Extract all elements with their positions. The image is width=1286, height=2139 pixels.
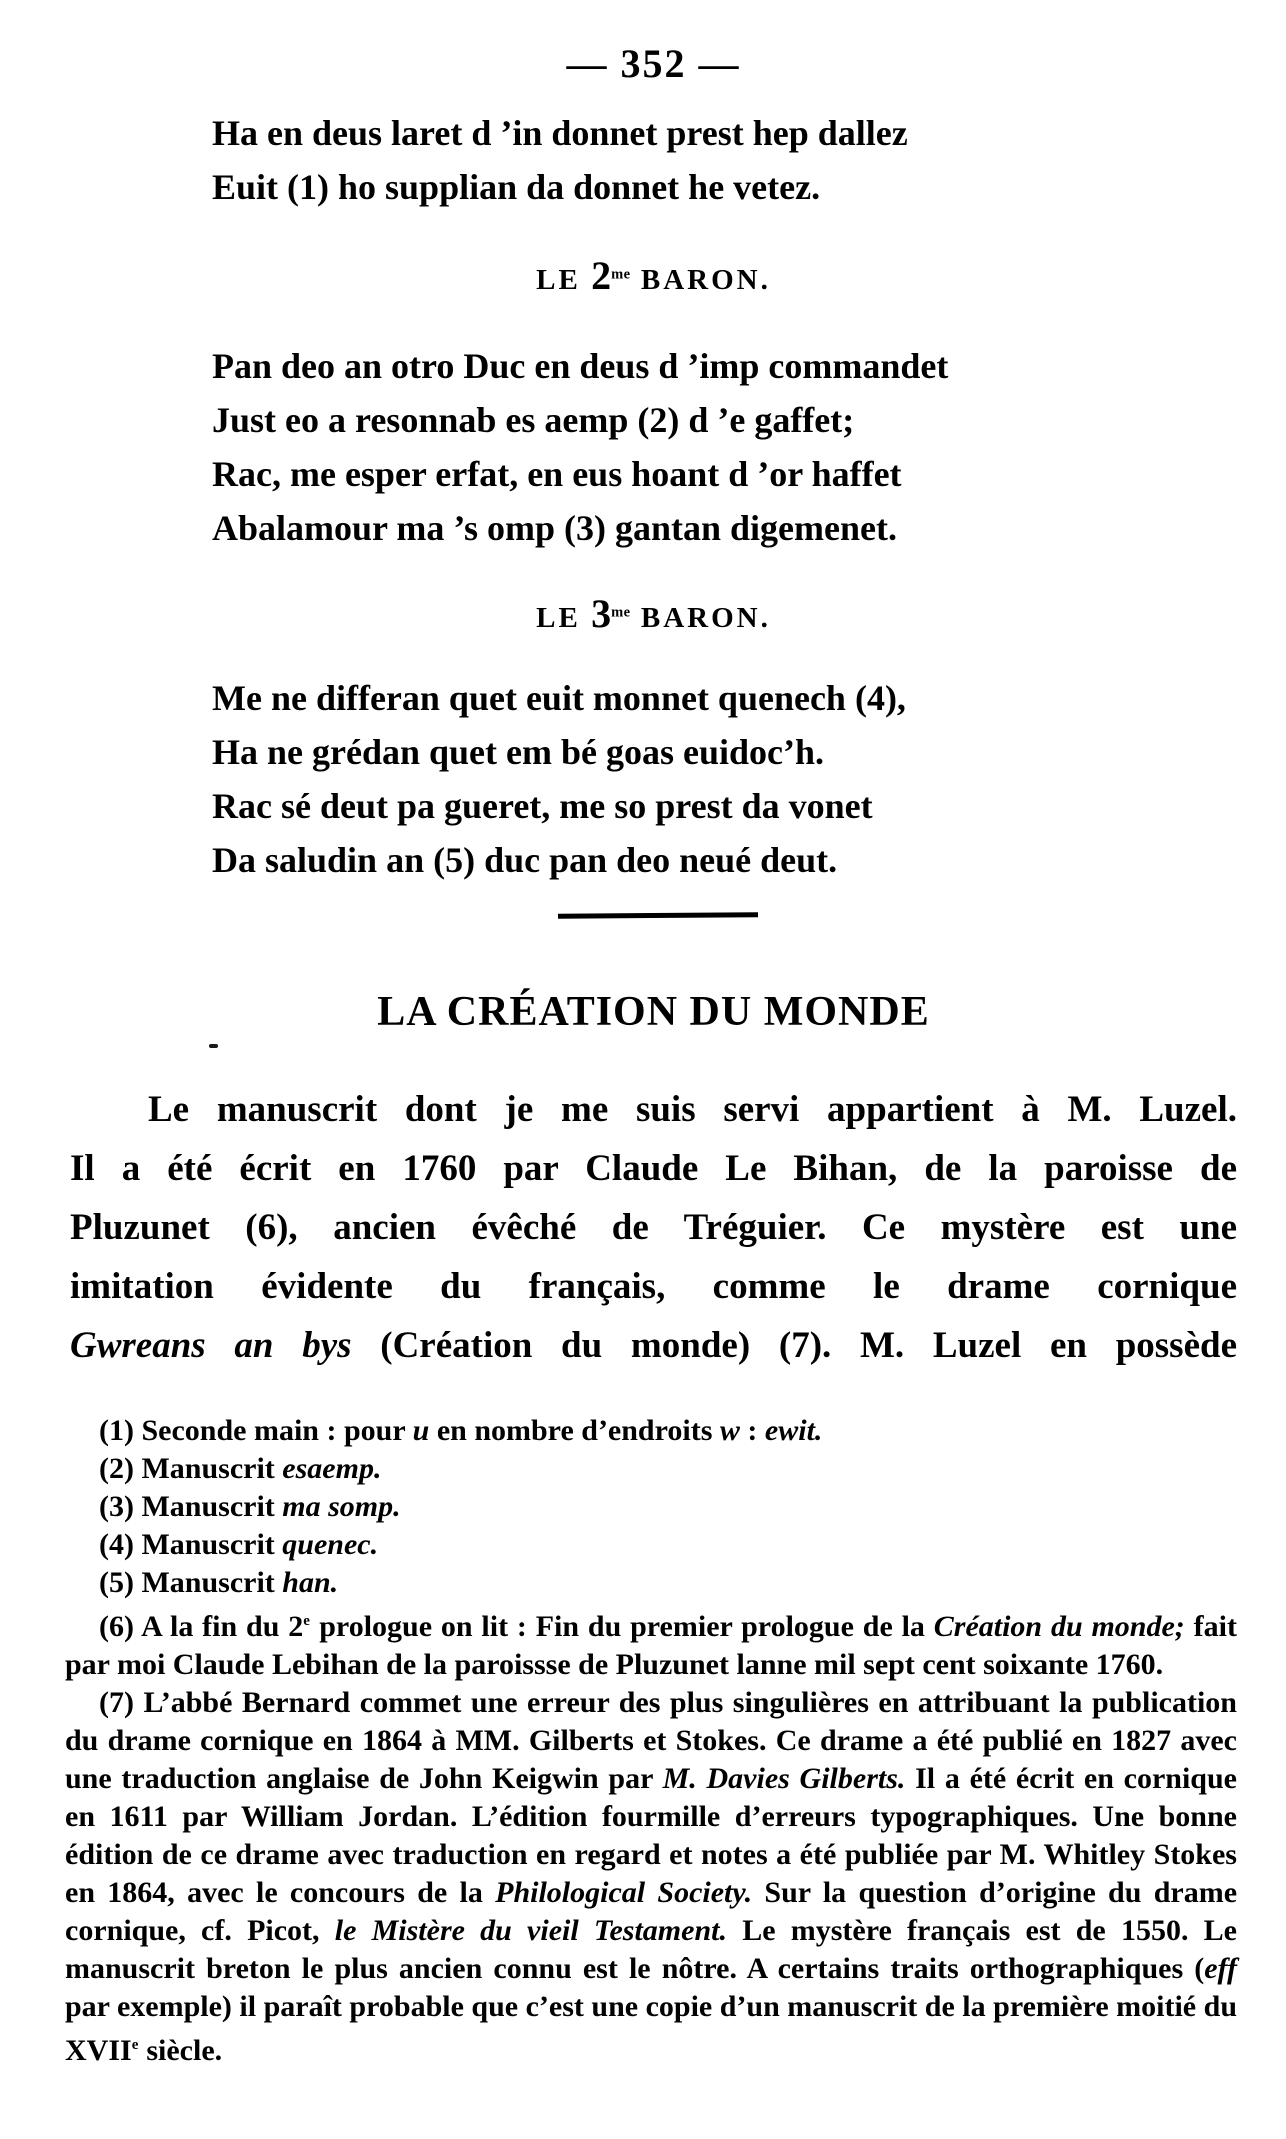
paragraph-line bbox=[70, 1198, 1237, 1257]
italic-text: Création du monde; bbox=[933, 1609, 1185, 1643]
italic-text: eff bbox=[1204, 1951, 1237, 1985]
text-run: Le manuscrit dont je me suis servi appartient à M. Luzel. bbox=[148, 1089, 1237, 1130]
paragraph-line bbox=[70, 1257, 1237, 1316]
italic-text: Gwreans an bys bbox=[70, 1325, 352, 1366]
verse-line: Just eo a resonnab es aemp (2) d ’e gaffet; bbox=[212, 400, 855, 440]
verse-line: Pan deo an otro Duc en deus d ’imp commandet bbox=[212, 346, 949, 386]
text-run: Il a été écrit en cornique en 1611 par William Jordan. L’édition fourmille d’erreurs typographiques. Une bonne édition de ce drame avec traduction en regard et notes a été publiée par M. Whitley Stokes en 1864, avec le concours de la bbox=[65, 1761, 1237, 1909]
footnote-7 bbox=[65, 1684, 1237, 2070]
text-run: Le mystère français est de 1550. Le manuscrit breton le plus ancien connu est le nôtre. A certains traits orthographiques ( bbox=[65, 1913, 1237, 1985]
italic-text: w bbox=[719, 1414, 740, 1447]
stanza-1 bbox=[212, 106, 908, 214]
italic-text: quenec. bbox=[282, 1528, 379, 1561]
superscript-text: e bbox=[303, 1613, 311, 1629]
ink-speck bbox=[209, 1044, 218, 1048]
text-run: 3 bbox=[591, 591, 612, 636]
text-run: : bbox=[739, 1414, 765, 1447]
verse-line: Rac, me esper erfat, en eus hoant d ’or haffet bbox=[212, 454, 902, 494]
text-run: par exemple) il paraît probable que c’est une copie d’un manuscrit de la première moitié du XVII bbox=[65, 1989, 1237, 2067]
text-run: (7) L’abbé Bernard commet une erreur des plus singulières en attribuant la publication du drame cornique en 1864 à MM. Gilberts et Stokes. Ce drame a été publié en 1827 avec une traduction anglaise de John Keigwin par bbox=[65, 1685, 1237, 1795]
superscript-text: me bbox=[611, 604, 631, 621]
text-run: en nombre d’endroits bbox=[429, 1414, 720, 1447]
superscript-text: e bbox=[131, 2036, 139, 2053]
text-run: (3) Manuscrit bbox=[99, 1490, 283, 1523]
text-run: (Création du monde) (7). M. Luzel en possède bbox=[351, 1325, 1237, 1366]
verse-line: Euit (1) ho supplian da donnet he vetez. bbox=[212, 167, 821, 207]
italic-text: Philological Society. bbox=[495, 1875, 753, 1909]
page-number: — 352 — bbox=[566, 41, 741, 86]
text-run: siècle. bbox=[138, 2033, 223, 2067]
text-run: LE bbox=[536, 602, 592, 634]
italic-text: ewit. bbox=[764, 1414, 823, 1447]
text-run: Pluzunet (6), ancien évêché de Tréguier. Ce mystère est une bbox=[70, 1207, 1237, 1248]
text-run: imitation évidente du français, comme le drame cornique bbox=[70, 1266, 1237, 1307]
text-run: (5) Manuscrit bbox=[99, 1566, 283, 1599]
text-run: LE bbox=[536, 264, 592, 296]
paragraph-line bbox=[70, 1316, 1237, 1375]
text-run: Sur la question d’origine du drame cornique, cf. Picot, bbox=[65, 1875, 1238, 1947]
italic-text: u bbox=[412, 1414, 430, 1447]
footnote-1 bbox=[65, 1412, 1237, 1450]
intro-paragraph bbox=[70, 1080, 1237, 1375]
footnote-2 bbox=[65, 1450, 1237, 1488]
section-title: LA CRÉATION DU MONDE bbox=[377, 989, 930, 1035]
stanza-2 bbox=[212, 339, 948, 555]
text-run: fait par moi Claude Lebihan de la paroissse de Pluzunet lanne mil sept cent soixante 1760. bbox=[65, 1609, 1237, 1681]
footnote-5 bbox=[65, 1564, 1237, 1602]
italic-text: ma somp. bbox=[282, 1490, 401, 1523]
italic-text: le Mistère du vieil Testament. bbox=[334, 1913, 727, 1947]
text-run: (1) Seconde main : pour bbox=[99, 1414, 413, 1447]
text-run: Il a été écrit en 1760 par Claude Le Bihan, de la paroisse de bbox=[70, 1148, 1237, 1189]
text-run: 2 bbox=[591, 253, 612, 298]
verse-line: Abalamour ma ’s omp (3) gantan digemenet. bbox=[212, 508, 897, 548]
verse-line: Rac sé deut pa gueret, me so prest da vonet bbox=[212, 786, 873, 826]
text-run: (4) Manuscrit bbox=[99, 1528, 283, 1561]
superscript-text: me bbox=[611, 266, 631, 283]
verse-line: Da saludin an (5) duc pan deo neué deut. bbox=[212, 840, 838, 880]
footnote-3 bbox=[65, 1488, 1237, 1526]
text-run: (6) A la fin du 2 bbox=[99, 1609, 304, 1643]
section-divider-rule bbox=[558, 912, 758, 918]
footnote-4 bbox=[65, 1526, 1237, 1564]
italic-text: esaemp. bbox=[282, 1452, 382, 1485]
text-run: BARON. bbox=[630, 602, 771, 634]
verse-line: Me ne differan quet euit monnet quenech (4), bbox=[212, 678, 906, 718]
paragraph-line bbox=[70, 1080, 1237, 1139]
stanza-3 bbox=[212, 671, 906, 887]
verse-line: Ha en deus laret d ’in donnet prest hep dallez bbox=[212, 113, 908, 153]
footnotes-block bbox=[65, 1412, 1237, 2070]
paragraph-line bbox=[70, 1139, 1237, 1198]
text-run: BARON. bbox=[630, 264, 771, 296]
text-run: prologue on lit : Fin du premier prologue de la bbox=[310, 1609, 934, 1643]
italic-text: han. bbox=[282, 1566, 339, 1599]
text-run: (2) Manuscrit bbox=[99, 1452, 283, 1485]
verse-line: Ha ne grédan quet em bé goas euidoc’h. bbox=[212, 732, 824, 772]
footnote-6 bbox=[65, 1602, 1237, 1684]
italic-text: M. Davies Gilberts. bbox=[662, 1761, 906, 1795]
speaker-heading-2nd-baron bbox=[70, 252, 1237, 299]
speaker-heading-3rd-baron bbox=[70, 590, 1237, 637]
